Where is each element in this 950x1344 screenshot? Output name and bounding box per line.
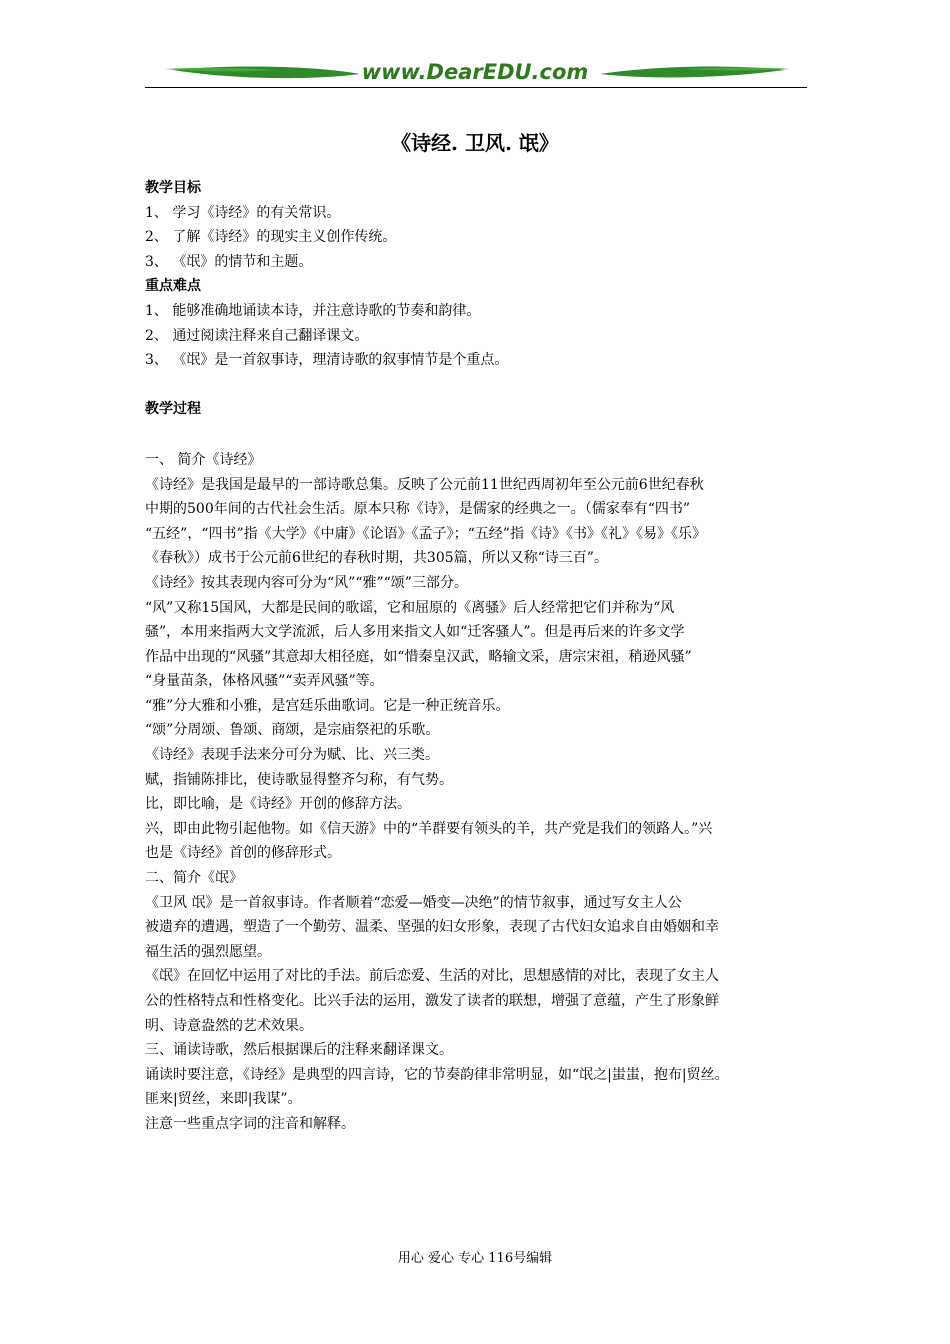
body-line: 比，即比喻，是《诗经》开创的修辞方法。 xyxy=(145,796,411,813)
body-line: 一、 简介《诗经》 xyxy=(145,451,262,468)
body-line: 公的性格特点和性格变化。比兴手法的运用，激发了读者的联想，增强了意蕴，产生了形象鲜 xyxy=(145,993,719,1009)
list-item: 3、 《氓》的情节和主题。 xyxy=(145,253,313,270)
body-line: “五经”，“四书”指《大学》《中庸》《论语》《孟子》；“五经”指《诗》《书》《礼》《易》《乐》 xyxy=(145,525,706,542)
body-line: “雅”分大雅和小雅，是宫廷乐曲歌词。它是一种正统音乐。 xyxy=(145,697,510,714)
list-item: 2、 通过阅读注释来自己翻译课文。 xyxy=(145,327,369,344)
list-item: 1、 学习《诗经》的有关常识。 xyxy=(145,204,341,221)
body-line: 《诗经》按其表现内容可分为“风”“雅”“颂”三部分。 xyxy=(145,574,468,591)
body-line: 明、诗意盎然的艺术效果。 xyxy=(145,1017,313,1034)
body-line: 匪来|贸丝，来即|我谋”。 xyxy=(145,1091,302,1108)
site-name: www.DearEDU.com xyxy=(361,60,589,84)
list-item: 3、 《氓》是一首叙事诗，理清诗歌的叙事情节是个重点。 xyxy=(145,352,509,369)
body-line: “颂”分周颂、鲁颂、商颂，是宗庙祭祀的乐歌。 xyxy=(145,722,440,739)
page-title: 《诗经. 卫风. 氓》 xyxy=(391,131,559,155)
section-heading: 重点难点 xyxy=(145,278,201,295)
spacer xyxy=(145,373,815,398)
body-line: 诵读时要注意，《诗经》是典型的四言诗，它的节奏韵律非常明显，如“氓之|蚩蚩，抱布|贸丝。 xyxy=(145,1066,729,1083)
document-body xyxy=(145,176,815,1137)
header-divider xyxy=(145,87,807,88)
body-line: 注意一些重点字词的注音和解释。 xyxy=(145,1115,355,1132)
body-line: 兴，即由此物引起他物。如《信天游》中的“羊群要有领头的羊，共产党是我们的领路人。”兴 xyxy=(145,820,713,837)
body-line: 也是《诗经》首创的修辞形式。 xyxy=(145,845,341,862)
body-line: 《春秋》）成书于公元前6世纪的春秋时期，共305篇，所以又称“诗三百”。 xyxy=(145,550,608,567)
body-line: “风”又称15国风，大都是民间的歌谣，它和屈原的《离骚》后人经常把它们并称为“风 xyxy=(145,599,675,616)
spacer xyxy=(145,422,815,448)
body-line: 骚”，本用来指两大文学流派，后人多用来指文人如“迁客骚人”。但是再后来的许多文学 xyxy=(145,624,685,641)
body-line: 《卫风 氓》是一首叙事诗。作者顺着“恋爱—婚变—决绝”的情节叙事，通过写女主人公 xyxy=(145,894,682,911)
body-line: 《氓》在回忆中运用了对比的手法。前后恋爱、生活的对比，思想感情的对比，表现了女主人 xyxy=(145,968,719,985)
body-line: 三、诵读诗歌，然后根据课后的注释来翻译课文。 xyxy=(145,1042,453,1059)
body-line: 赋，指铺陈排比，使诗歌显得整齐匀称，有气势。 xyxy=(145,771,453,788)
list-item: 1、 能够准确地诵读本诗，并注意诗歌的节奏和韵律。 xyxy=(145,302,481,319)
body-line: 作品中出现的“风骚”其意却大相径庭，如“惜秦皇汉武，略输文采，唐宗宋祖，稍逊风骚” xyxy=(145,648,692,665)
body-line: 《诗经》表现手法来分可分为赋、比、兴三类。 xyxy=(145,747,439,764)
section-heading: 教学过程 xyxy=(145,401,201,418)
page-footer: 用心 爱心 专心 116号编辑 xyxy=(397,1251,553,1266)
body-line: “身量苗条，体格风骚”“卖弄风骚”等。 xyxy=(145,673,384,690)
body-line: 《诗经》是我国是最早的一部诗歌总集。反映了公元前11世纪西周初年至公元前6世纪春秋 xyxy=(145,476,704,493)
body-line: 二、简介《氓》 xyxy=(145,870,243,887)
section-heading: 教学目标 xyxy=(145,180,201,196)
list-item: 2、 了解《诗经》的现实主义创作传统。 xyxy=(145,229,397,246)
body-line: 福生活的强烈愿望。 xyxy=(145,943,271,960)
body-line: 中期的500年间的古代社会生活。原本只称《诗》，是儒家的经典之一。（儒家奉有“四书” xyxy=(145,501,691,518)
body-line: 被遗弃的遭遇，塑造了一个勤劳、温柔、坚强的妇女形象，表现了古代妇女追求自由婚姻和幸 xyxy=(145,919,719,936)
